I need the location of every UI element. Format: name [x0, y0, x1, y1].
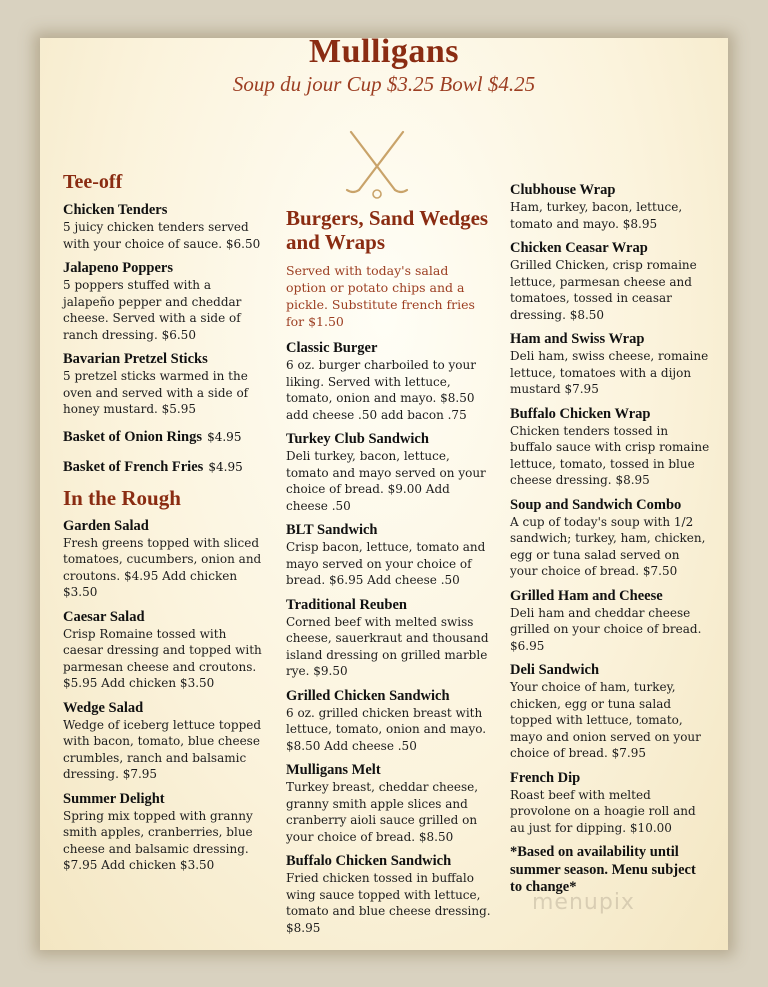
item-price: $4.95 [207, 429, 242, 444]
item-desc: 5 juicy chicken tenders served with your choice of sauce. $6.50 [63, 220, 261, 251]
menu-item [510, 406, 710, 489]
menu-item [286, 762, 492, 845]
menu-item [510, 770, 710, 837]
menu-item [286, 431, 492, 514]
item-desc: Deli turkey, bacon, lettuce, tomato and mayo served on your choice of bread. $9.00 Add cheese .50 [286, 449, 486, 513]
menu-item [510, 588, 710, 655]
in-the-rough-heading: In the Rough [63, 485, 181, 510]
section-intro: Served with today's salad option or potato chips and a pickle. Substitute french fries for $1.50 [286, 263, 475, 329]
item-desc: Fried chicken tossed in buffalo wing sauce topped with lettuce, tomato and blue cheese dressing. $8.95 [286, 871, 491, 935]
item-desc: Turkey breast, cheddar cheese, granny smith apple slices and cranberry aioli sauce grilled on your choice of bread. $8.50 [286, 780, 479, 844]
menu-item [510, 497, 710, 580]
item-name: Traditional Reuben [286, 596, 407, 613]
restaurant-title: Mulligans [309, 33, 459, 70]
menu-item [63, 518, 263, 601]
item-name: Clubhouse Wrap [510, 182, 616, 198]
menu-item [286, 853, 492, 936]
item-name: Bavarian Pretzel Sticks [63, 351, 208, 367]
item-name: Caesar Salad [63, 608, 145, 625]
item-name: Chicken Ceasar Wrap [510, 240, 648, 256]
item-name: French Dip [510, 769, 581, 786]
menu-item [510, 662, 710, 762]
item-name: Soup and Sandwich Combo [510, 496, 682, 513]
item-desc: Crisp Romaine tossed with caesar dressing and topped with parmesan cheese and croutons. $5.95 Add chicken $3.50 [63, 626, 262, 690]
item-name: Wedge Salad [63, 699, 144, 716]
item-desc: Chicken tenders tossed in buffalo sauce with crisp romaine lettuce, tomato, tossed in blue cheese dressing. $8.95 [510, 423, 710, 487]
right-column [510, 182, 710, 897]
item-name: Classic Burger [286, 340, 378, 356]
crossed-golf-clubs-icon [345, 128, 409, 204]
item-name: Grilled Ham and Cheese [510, 587, 663, 604]
item-name: BLT Sandwich [286, 522, 378, 538]
menu-item [63, 456, 263, 476]
middle-column [286, 206, 492, 944]
item-desc: Roast beef with melted provolone on a hoagie roll and au just for dipping. $10.00 [510, 787, 696, 835]
item-desc: Deli ham, swiss cheese, romaine lettuce, tomatoes with a dijon mustard $7.95 [510, 349, 709, 396]
menu-item [63, 202, 263, 252]
item-desc: Deli ham and cheddar cheese grilled on your choice of bread. $6.95 [510, 605, 702, 653]
item-desc: 5 poppers stuffed with a jalapeño pepper and cheddar cheese. Served with a side of ranch dressing. $6.50 [63, 278, 242, 342]
menu-item [510, 331, 710, 398]
availability-note: *Based on availability until summer season. Menu subject to change* [510, 844, 696, 895]
menu-item [63, 700, 263, 783]
item-desc: Corned beef with melted swiss cheese, sauerkraut and thousand island dressing on grilled marble rye. $9.50 [286, 614, 489, 678]
item-desc: 6 oz. grilled chicken breast with lettuce, tomato, onion and mayo. $8.50 Add cheese .50 [286, 705, 487, 753]
item-desc: Fresh greens topped with sliced tomatoes, cucumbers, onion and croutons. $4.95 Add chicken $3.50 [63, 535, 262, 599]
menu-item [63, 260, 263, 343]
item-name: Turkey Club Sandwich [286, 431, 429, 447]
item-name: Buffalo Chicken Wrap [510, 405, 651, 422]
item-desc: 5 pretzel sticks warmed in the oven and served with a side of honey mustard. $5.95 [63, 369, 249, 416]
item-name: Basket of Onion Rings [63, 428, 202, 445]
soup-du-jour-line: Soup du jour Cup $3.25 Bowl $4.25 [232, 72, 536, 96]
item-desc: Spring mix topped with granny smith apples, cranberries, blue cheese and balsamic dressing. $7.95 Add chicken $3.50 [63, 808, 253, 872]
menu-item [510, 240, 710, 323]
item-desc: Crisp bacon, lettuce, tomato and mayo served on your choice of bread. $6.95 Add cheese .50 [286, 540, 486, 587]
item-desc: 6 oz. burger charboiled to your liking. Served with lettuce, tomato, onion and mayo. $8.50 add cheese .50 add bacon .75 [286, 358, 476, 422]
menu-item [63, 609, 263, 692]
item-name: Buffalo Chicken Sandwich [286, 853, 452, 869]
item-name: Basket of French Fries [63, 458, 204, 475]
item-desc: Ham, turkey, bacon, lettuce, tomato and mayo. $8.95 [510, 200, 683, 231]
menu-item [63, 791, 263, 874]
menu-item [286, 340, 492, 423]
item-name: Grilled Chicken Sandwich [286, 687, 450, 704]
menu-item [286, 688, 492, 755]
menu-item [286, 522, 492, 589]
item-desc: Your choice of ham, turkey, chicken, egg or tuna salad topped with lettuce, tomato, mayo and onion served on your choice of bread. $7.95 [510, 680, 701, 760]
tee-off-heading: Tee-off [63, 171, 123, 193]
burgers-heading: Burgers, Sand Wedges and Wraps [286, 206, 489, 254]
item-name: Mulligans Melt [286, 762, 381, 778]
item-name: Garden Salad [63, 517, 149, 534]
menu-item [63, 351, 263, 418]
menu-item [63, 426, 263, 446]
item-desc: A cup of today's soup with 1/2 sandwich; turkey, ham, chicken, egg or tuna salad served on your choice of bread. $7.50 [510, 514, 706, 578]
item-name: Summer Delight [63, 790, 165, 807]
item-price: $4.95 [208, 459, 243, 474]
item-name: Deli Sandwich [510, 662, 600, 678]
item-desc: Grilled Chicken, crisp romaine lettuce, parmesan cheese and tomatoes, tossed in ceasar dressing. $8.50 [510, 258, 697, 322]
menu-item [286, 597, 492, 680]
watermark: menupix [532, 890, 635, 915]
item-name: Jalapeno Poppers [63, 260, 173, 276]
menu-item [510, 182, 710, 232]
item-name: Ham and Swiss Wrap [510, 331, 645, 347]
item-name: Chicken Tenders [63, 202, 168, 218]
item-desc: Wedge of iceberg lettuce topped with bacon, tomato, blue cheese crumbles, ranch and balsamic dressing. $7.95 [63, 717, 262, 781]
left-column [63, 170, 263, 882]
